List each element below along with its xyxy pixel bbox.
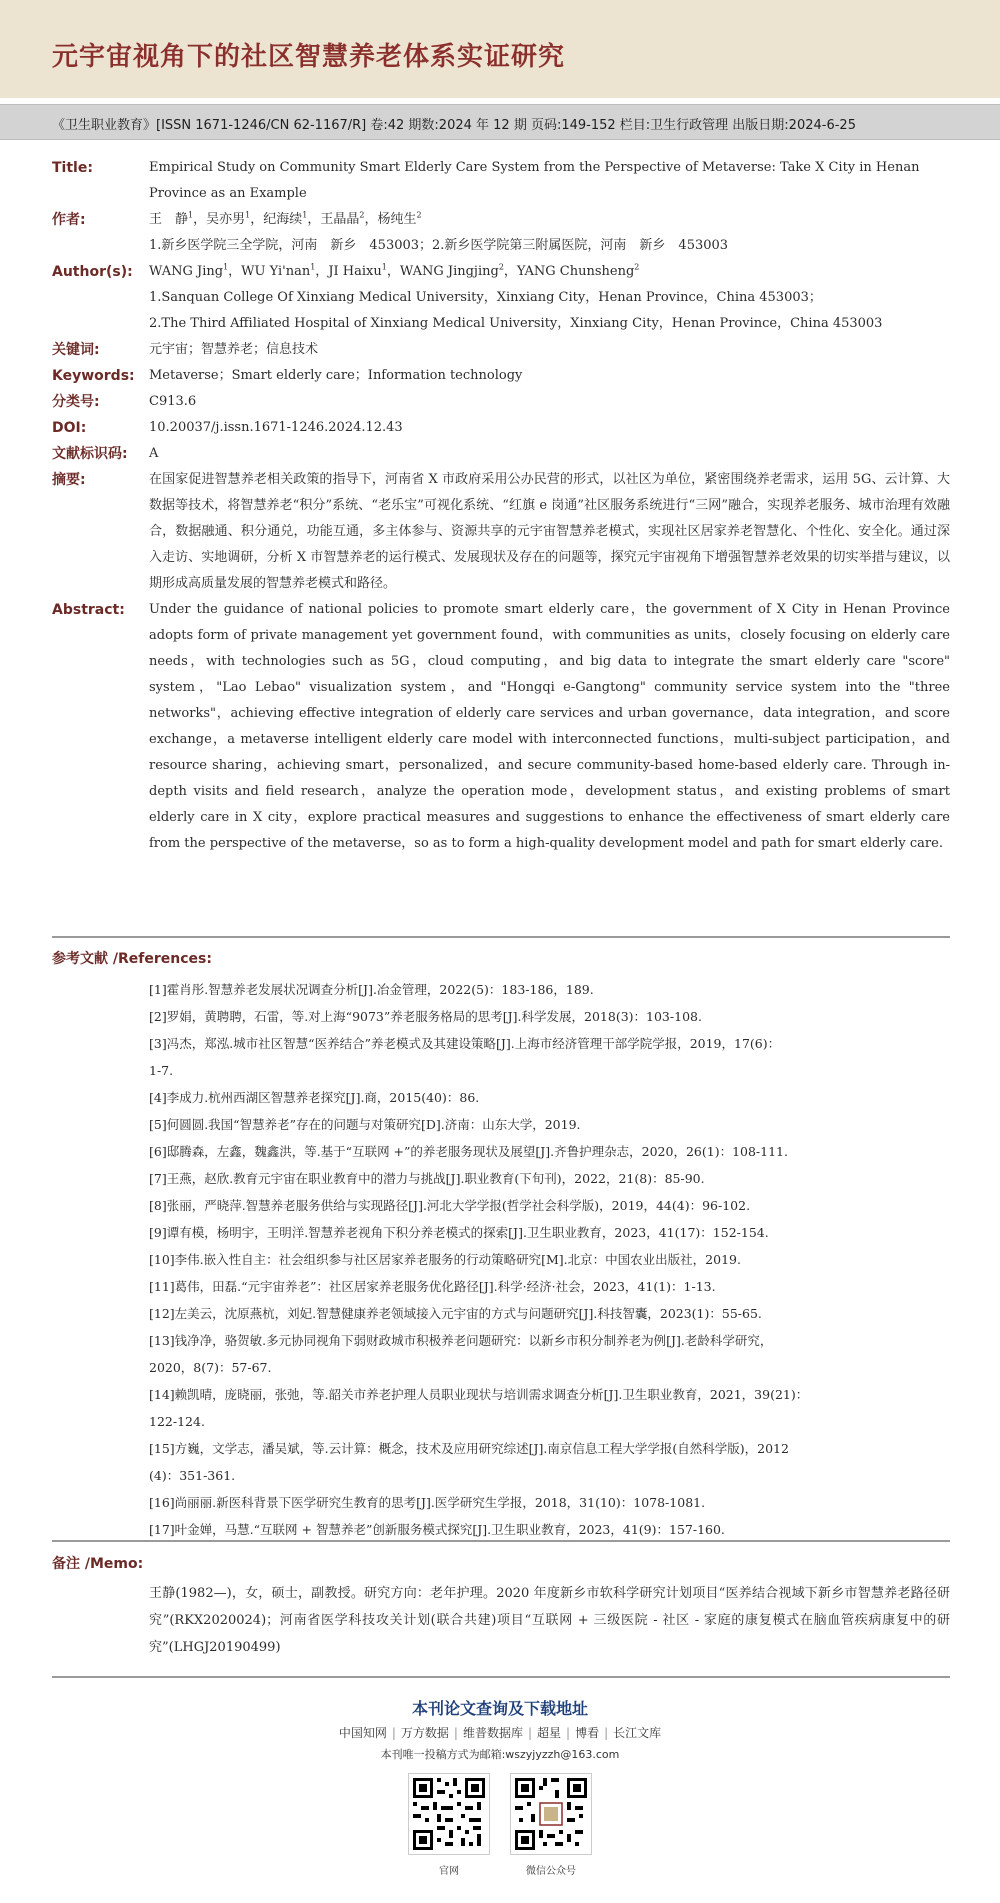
author-name: YANG Chunsheng	[516, 264, 635, 279]
publication-info: 《卫生职业教育》[ISSN 1671-1246/CN 62-1167/R] 卷:42 期数:2024 年 12 期 页码:149-152 栏目:卫生行政管理 出版日期:2024-6-25	[52, 118, 856, 133]
reference-item: [16]尚丽丽.新医科背景下医学研究生教育的思考[J].医学研究生学报，2018，31(10)：1078-1081.	[149, 1495, 706, 1510]
reference-item: [12]左美云，沈原燕杭，刘妃.智慧健康养老领域接入元宇宙的方式与问题研究[J].科技智囊，2023(1)：55-65.	[149, 1306, 762, 1321]
reference-item: 122-124.	[149, 1414, 205, 1429]
database-link[interactable]: 中国知网	[338, 1726, 387, 1740]
qr-caption: 微信公众号	[526, 1866, 576, 1877]
document-code: A	[149, 446, 159, 461]
article-metadata	[52, 155, 950, 857]
reference-item: [5]何圆圆.我国“智慧养老”存在的问题与对策研究[D].济南：山东大学，2019.	[149, 1117, 581, 1132]
keywords-en-label: Keywords:	[52, 368, 135, 384]
author-name: WANG Jing	[149, 264, 224, 279]
qr-caption: 官网	[439, 1866, 459, 1877]
database-list: 中国知网 | 万方数据 | 维普数据库 | 超星 | 博看 | 长江文库	[338, 1726, 662, 1740]
keywords-cn-row	[52, 337, 950, 363]
affiliation-en: 1.Sanquan College Of Xinxiang Medical University，Xinxiang City，Henan Province，China 453003；	[149, 290, 822, 305]
abstract-cn-label: 摘要:	[52, 472, 86, 488]
abstract-en: Under the guidance of national policies to promote smart elderly care，the government of X City in Henan Province adopts form of private management yet government found，with communities as units，closely focusing on elderly care needs，with technologies such as 5G，cloud computing，and big data to integrate the smart elderly care "score" system，"Lao Lebao" visualization system，and "Hongqi e-Gangtong" community service system into the "three networks"，achieving effective integration of elderly care services and urban governance，data integration，and score exchange，a metaverse intelligent elderly care model with interconnected functions，multi-subject participation，and resource sharing，achieving smart，personalized，and secure community-based home-based elderly care. Through in-depth visits and field research，analyze the operation mode，development status，and existing problems of smart elderly care in X city，explore practical measures and suggestions to enhance the effectiveness of smart elderly care from the perspective of the metaverse，so as to form a high-quality development model and path for smart elderly care.	[149, 602, 950, 851]
page-title: 元宇宙视角下的社区智慧养老体系实证研究	[52, 42, 566, 72]
doi-row	[52, 415, 950, 441]
document-code-row	[52, 441, 950, 467]
divider	[52, 936, 950, 938]
author-affil-mark: 1	[245, 210, 251, 220]
author-name: 王晶晶	[320, 212, 360, 227]
reference-item: [1]霍肖彤.智慧养老发展状况调查分析[J].冶金管理，2022(5)：183-186，189.	[149, 982, 594, 997]
reference-list	[149, 976, 950, 1543]
english-title-line: Province as an Example	[149, 186, 307, 201]
reference-item: [11]葛伟，田磊.“元宇宙养老”：社区居家养老服务优化路径[J].科学·经济·社会，2023，41(1)：1-13.	[149, 1279, 716, 1294]
website-qr-code-icon[interactable]	[408, 1773, 490, 1855]
reference-item: [2]罗娟，黄聘聘，石雷，等.对上海“9073”养老服务格局的思考[J].科学发展，2018(3)：103-108.	[149, 1009, 702, 1024]
authors-en-row	[52, 259, 950, 337]
footer-title: 本刊论文查询及下载地址	[411, 1699, 588, 1718]
reference-item: 2020，8(7)：57-67.	[149, 1360, 272, 1375]
database-link[interactable]: 长江文库	[613, 1726, 662, 1740]
database-link[interactable]: 博看	[575, 1726, 600, 1740]
publication-info-bar	[0, 104, 1000, 140]
authors-en: WANG Jing$^1$，WU Yi'nan$^1$，JI Haixu$^1$，WANG Jingjing$^2$，YANG Chunsheng$^2$	[149, 262, 640, 279]
english-title	[149, 155, 950, 207]
author-affil-mark: 2	[634, 262, 640, 272]
author-name: 吴亦男	[206, 212, 246, 227]
reference-item: [13]钱净净，骆贺敏.多元协同视角下弱财政城市积极养老问题研究：以新乡市积分制养老为例[J].老龄科学研究，	[149, 1333, 773, 1348]
doi-label: DOI:	[52, 420, 87, 436]
author-name: WU Yi'nan	[241, 264, 311, 279]
affiliation-cn: 1.新乡医学院三全学院，河南 新乡 453003；2.新乡医学院第三附属医院，河南 新乡 453003	[149, 238, 729, 253]
abstract-cn-row	[52, 467, 950, 597]
keywords-cn: 元宇宙；智慧养老；信息技术	[149, 342, 319, 357]
author-name: WANG Jingjing	[399, 264, 499, 279]
authors-cn-label: 作者:	[52, 212, 86, 228]
author-affil-mark: 1	[223, 262, 229, 272]
authors-cn-row	[52, 207, 950, 259]
reference-item: [4]李成力.杭州西湖区智慧养老探究[J].商，2015(40)：86.	[149, 1090, 480, 1105]
memo-text: 王静(1982—)，女，硕士，副教授。研究方向：老年护理。2020 年度新乡市软科学研究计划项目“医养结合视域下新乡市智慧养老路径研究”(RKX2020024)；河南省医学科技攻关计划(联合共建)项目“互联网 + 三级医院 - 社区 - 家庭的康复模式在脑血管疾病康复中的研究”(LHGJ20190499)	[149, 1586, 950, 1655]
doi-value: 10.20037/j.issn.1671-1246.2024.12.43	[149, 420, 403, 435]
keywords-cn-label: 关键词:	[52, 342, 100, 358]
classification-label: 分类号:	[52, 394, 100, 410]
reference-item: [17]叶金婵，马慧.“互联网 + 智慧养老”创新服务模式探究[J].卫生职业教育，2023，41(9)：157-160.	[149, 1522, 725, 1537]
reference-item: [7]王燕，赵欣.教育元宇宙在职业教育中的潜力与挑战[J].职业教育(下旬刊)，2022，21(8)：85-90.	[149, 1171, 705, 1186]
references-heading: 参考文献 /References:	[52, 951, 212, 967]
database-link[interactable]: 维普数据库	[462, 1726, 523, 1740]
reference-item: 1-7.	[149, 1063, 174, 1078]
divider	[52, 1540, 950, 1542]
reference-item: [15]方巍，文学志，潘吴斌，等.云计算：概念，技术及应用研究综述[J].南京信息工程大学学报(自然科学版)，2012	[149, 1441, 789, 1456]
keywords-en-row	[52, 363, 950, 389]
database-link[interactable]: 超星	[537, 1726, 562, 1740]
author-name: 王 静	[149, 212, 189, 227]
author-affil-mark: 1	[310, 262, 316, 272]
abstract-en-row	[52, 597, 950, 857]
abstract-en-label: Abstract:	[52, 602, 125, 618]
author-affil-mark: 1	[302, 210, 308, 220]
reference-item: [9]谭有模，杨明宇，王明洋.智慧养老视角下积分养老模式的探索[J].卫生职业教育，2023，41(17)：152-154.	[149, 1225, 769, 1240]
title-banner	[0, 0, 1000, 98]
submission-email: 本刊唯一投稿方式为邮箱:wszyjyzzh@163.com	[380, 1748, 620, 1761]
title-label: Title:	[52, 160, 93, 176]
reference-item: (4)：351-361.	[149, 1468, 236, 1483]
english-title-line: Empirical Study on Community Smart Elderly Care System from the Perspective of Metaverse: Take X City in Henan	[149, 160, 920, 175]
author-affil-mark: 2	[498, 262, 504, 272]
reference-item: [3]冯杰，郑泓.城市社区智慧“医养结合”养老模式及其建设策略[J].上海市经济管理干部学院学报，2019，17(6)：	[149, 1036, 781, 1051]
abstract-cn: 在国家促进智慧养老相关政策的指导下，河南省 X 市政府采用公办民营的形式，以社区为单位，紧密围绕养老需求，运用 5G、云计算、大数据等技术，将智慧养老“积分”系统、“老乐宝”可视化系统、“红旗 e 岗通”社区服务系统进行“三网”融合，实现养老服务、城市治理有效融合，数据融通、积分通兑，功能互通，多主体参与、资源共享的元宇宙智慧养老模式，实现社区居家养老智慧化、个性化、安全化。通过深入走访、实地调研，分析 X 市智慧养老的运行模式、发展现状及存在的问题等，探究元宇宙视角下增强智慧养老效果的切实举措与建议，以期形成高质量发展的智慧养老模式和路径。	[149, 472, 950, 591]
author-affil-mark: 1	[188, 210, 194, 220]
author-affil-mark: 2	[359, 210, 365, 220]
database-link[interactable]: 万方数据	[400, 1726, 449, 1740]
wechat-qr-code-icon[interactable]	[510, 1773, 592, 1855]
document-code-label: 文献标识码:	[52, 446, 128, 462]
title-row	[52, 155, 950, 207]
memo-heading: 备注 /Memo:	[52, 1556, 144, 1572]
divider	[52, 1676, 950, 1678]
author-name: 杨纯生	[377, 212, 417, 227]
authors-en-label: Author(s):	[52, 264, 133, 280]
classification-row	[52, 389, 950, 415]
reference-item: [8]张丽，严晓萍.智慧养老服务供给与实现路径[J].河北大学学报(哲学社会科学版)，2019，44(4)：96-102.	[149, 1198, 751, 1213]
classification-number: C913.6	[149, 394, 197, 409]
authors-cn: 王 静$^1$，吴亦男$^1$，纪海续$^1$，王晶晶$^2$，杨纯生$^2$	[149, 210, 422, 227]
author-affil-mark: 2	[416, 210, 422, 220]
reference-item: [6]邸腾森，左鑫，魏鑫洪，等.基于“互联网 +”的养老服务现状及展望[J].齐鲁护理杂志，2020，26(1)：108-111.	[149, 1144, 788, 1159]
keywords-en: Metaverse；Smart elderly care；Information technology	[149, 368, 523, 383]
reference-item: [14]赖凯晴，庞晓丽，张弛，等.韶关市养老护理人员职业现状与培训需求调查分析[J].卫生职业教育，2021，39(21)：	[149, 1387, 809, 1402]
author-affil-mark: 1	[381, 262, 387, 272]
reference-item: [10]李伟.嵌入性自主：社会组织参与社区居家养老服务的行动策略研究[M].北京：中国农业出版社，2019.	[149, 1252, 741, 1267]
author-name: JI Haixu	[328, 264, 382, 279]
affiliation-en: 2.The Third Affiliated Hospital of Xinxiang Medical University，Xinxiang City，Henan Province，China 453003	[149, 316, 883, 331]
author-name: 纪海续	[263, 212, 303, 227]
